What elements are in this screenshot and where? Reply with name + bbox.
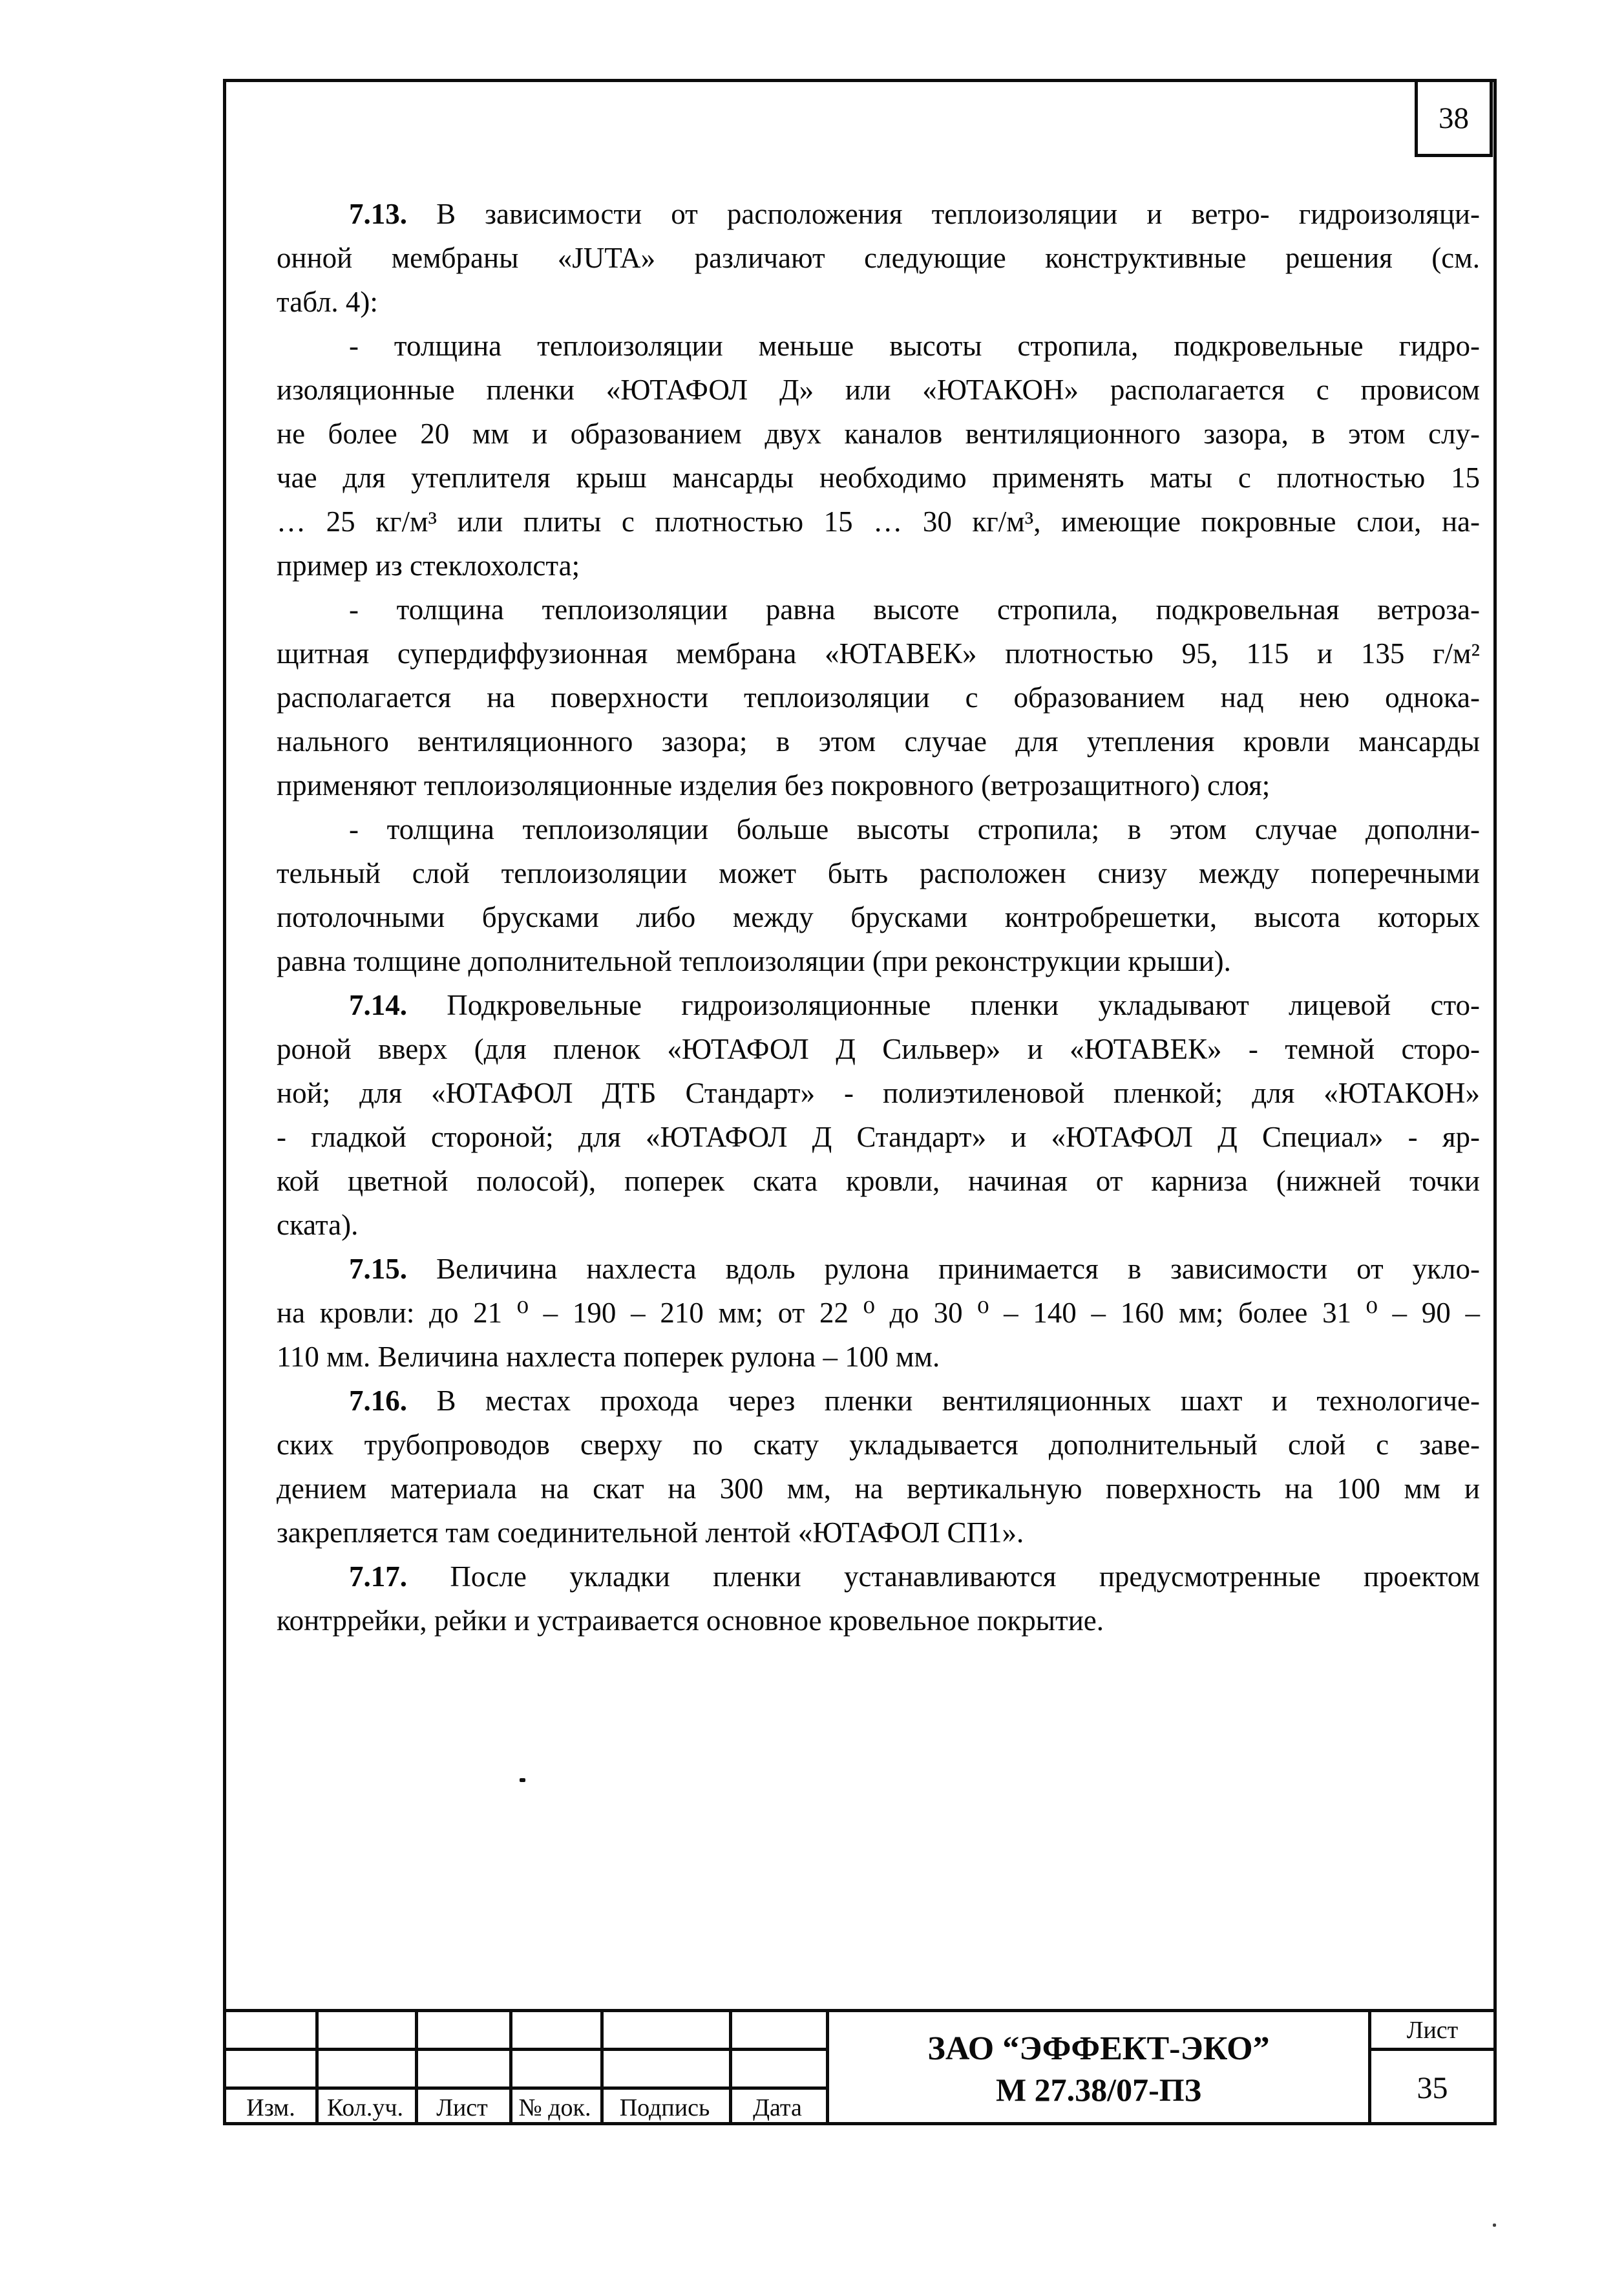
column-label-2: Кол.уч. [326, 2094, 404, 2121]
paragraph [277, 1555, 1480, 1642]
org-cell [829, 2015, 1368, 2122]
paragraph [277, 324, 1480, 588]
text-line: 110 мм. Величина нахлеста поперек рулона – 100 мм. [277, 1341, 940, 1373]
text-line: пример из стеклохолста; [277, 549, 580, 582]
text-line: - толщина теплоизоляции равна высоте стропила, подкровельная ветроза- [349, 593, 1480, 626]
text-line: располагается на поверхности теплоизоляции с образованием над нею однока- [277, 681, 1480, 714]
text-line: изоляционные пленки «ЮТАФОЛ Д» или «ЮТАКОН» располагается с провисом [277, 374, 1480, 406]
text-line: 7.15. Величина нахлеста вдоль рулона принимается в зависимости от укло- [349, 1253, 1480, 1285]
text-line: онной мембраны «JUTA» различают следующие конструктивные решения (см. [277, 242, 1480, 274]
text-line: на кровли: до 21 ⁰ – 190 – 210 мм; от 22 ⁰ до 30 ⁰ – 140 – 160 мм; более 31 ⁰ – 90 – [277, 1297, 1480, 1329]
text-line: щитная супердиффузионная мембрана «ЮТАВЕК» плотностью 95, 115 и 135 г/м² [277, 637, 1480, 670]
text-line: кой цветной полосой), поперек ската кровли, начиная от карниза (нижней точки [277, 1165, 1480, 1197]
column-label-4: № док. [518, 2094, 591, 2121]
sheet-number-cell [1371, 2051, 1493, 2125]
table-line [226, 2048, 829, 2051]
paragraph [277, 192, 1480, 324]
text-line: равна толщине дополнительной теплоизоляции (при реконструкции крыши). [277, 945, 1231, 977]
doc-number: М 27.38/07-ПЗ [995, 2071, 1202, 2108]
text-line: 7.16. В местах прохода через пленки вентиляционных шахт и технологиче- [349, 1385, 1480, 1417]
text-line: ной; для «ЮТАФОЛ ДТБ Стандарт» - полиэтиленовой пленкой; для «ЮТАКОН» [277, 1077, 1480, 1109]
text-line: 7.14. Подкровельные гидроизоляционные пленки укладывают лицевой сто- [349, 989, 1480, 1021]
text-line: нального вентиляционного зазора; в этом случае для утепления кровли мансарды [277, 725, 1480, 758]
text-line: применяют теплоизоляционные изделия без покровного (ветрозащитного) слоя; [277, 769, 1271, 802]
text-line: закрепляется там соединительной лентой «ЮТАФОЛ СП1». [277, 1516, 1024, 1549]
text-line: - толщина теплоизоляции больше высоты стропила; в этом случае дополни- [349, 813, 1480, 845]
text-line: чае для утеплителя крыш мансарды необходимо применять маты с плотностью 15 [277, 462, 1480, 494]
text-line: дением материала на скат на 300 мм, на вертикальную поверхность на 100 мм и [277, 1472, 1480, 1505]
text-line: - гладкой стороной; для «ЮТАФОЛ Д Стандарт» и «ЮТАФОЛ Д Специал» - яр- [277, 1121, 1480, 1153]
text-line: ских трубопроводов сверху по скату укладывается дополнительный слой с заве- [277, 1428, 1480, 1461]
text-line: роной вверх (для пленок «ЮТАФОЛ Д Сильвер» и «ЮТАВЕК» - темной сторо- [277, 1033, 1480, 1065]
paragraph [277, 1379, 1480, 1555]
column-label-5: Подпись [619, 2094, 710, 2121]
paragraph [277, 1247, 1480, 1379]
page-number-box [1415, 79, 1493, 157]
text-line: … 25 кг/м³ или плиты с плотностью 15 … 30 кг/м³, имеющие покровные слои, на- [277, 505, 1480, 538]
text-line: потолочными брусками либо между брусками контробрешетки, высота которых [277, 901, 1480, 933]
text-line: 7.13. В зависимости от расположения теплоизоляции и ветро- гидроизоляци- [349, 198, 1480, 230]
paragraph [277, 588, 1480, 807]
column-label-1: Изм. [246, 2094, 295, 2121]
org-name: ЗАО “ЭФФЕКТ-ЭКО” [927, 2030, 1270, 2067]
sheet-number: 35 [1417, 2071, 1448, 2105]
text-line: ската). [277, 1209, 359, 1241]
paragraph [277, 807, 1480, 983]
column-label-6: Дата [753, 2094, 802, 2121]
document-body [277, 192, 1480, 1642]
text-line: - толщина теплоизоляции меньше высоты стропила, подкровельные гидро- [349, 330, 1480, 362]
text-line: табл. 4): [277, 286, 378, 318]
ink-dot-artifact [520, 1778, 525, 1782]
ink-dot-artifact [1493, 2224, 1496, 2227]
text-line: контррейки, рейки и устраивается основное кровельное покрытие. [277, 1604, 1104, 1637]
title-block [226, 2009, 1493, 2125]
paragraph [277, 983, 1480, 1247]
sheet-label-cell [1371, 2012, 1493, 2048]
text-line: 7.17. После укладки пленки устанавливаются предусмотренные проектом [349, 1560, 1480, 1593]
page-number: 38 [1439, 101, 1469, 135]
column-label-3: Лист [436, 2094, 488, 2121]
text-line: не более 20 мм и образованием двух каналов вентиляционного зазора, в этом слу- [277, 418, 1480, 450]
sheet-label: Лист [1406, 2016, 1459, 2044]
text-line: тельный слой теплоизоляции может быть расположен снизу между поперечными [277, 857, 1480, 889]
